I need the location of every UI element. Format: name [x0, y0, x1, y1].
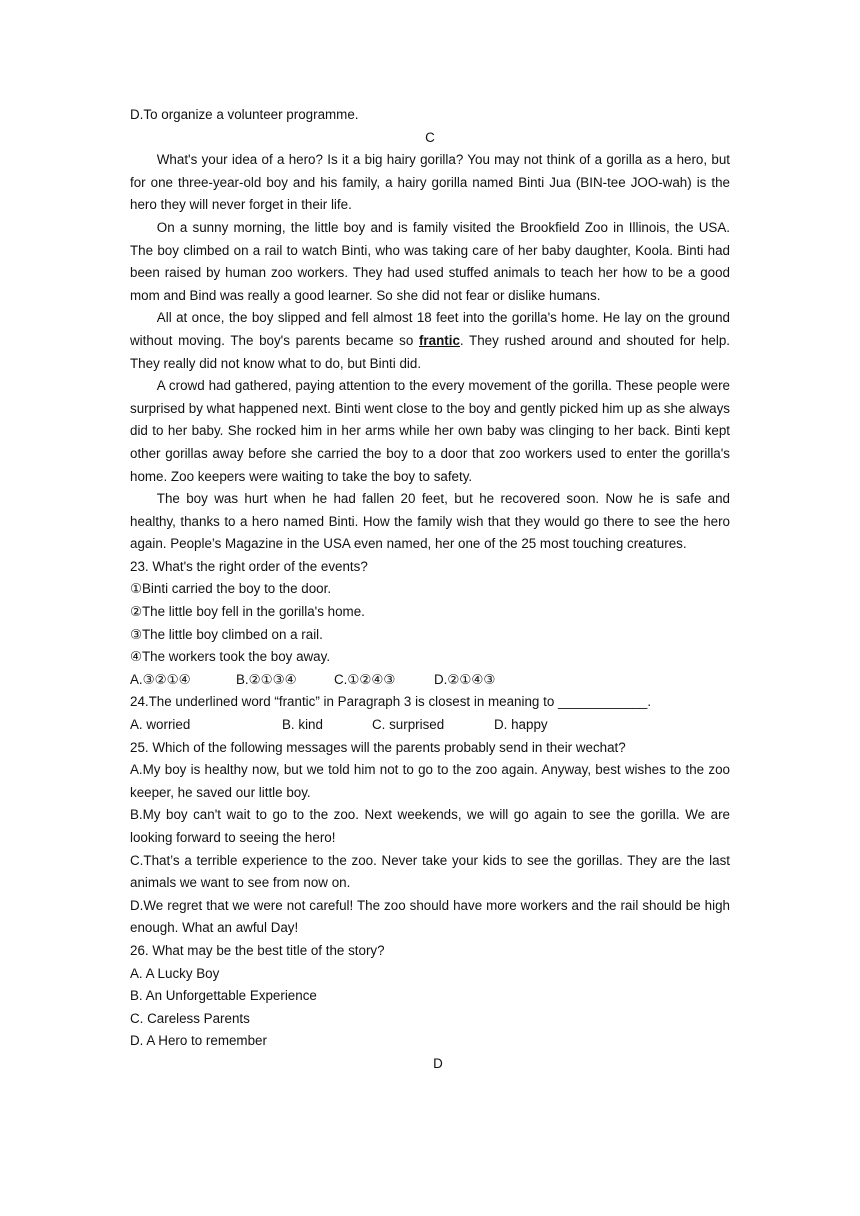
option-a: A.③②①④	[130, 671, 191, 687]
passage-paragraph-3	[130, 307, 730, 375]
option-d: D. happy	[494, 717, 548, 733]
option-b: B.My boy can't wait to go to the zoo. Next weekends, we will go again to see the gorilla. We are looking forward to seeing the hero!	[130, 807, 730, 845]
option-c: C.That’s a terrible experience to the zoo. Never take your kids to see the gorillas. They are the last animals we want to see from now on.	[130, 852, 730, 891]
passage-paragraph-2: On a sunny morning, the little boy and is family visited the Brookfield Zoo in Illinois, the USA. The boy climbed on a rail to watch Binti, who was taking care of her baby daughter, Koola. Binti had been raised by human zoo workers. They had used stuffed animals to teach her how to be a good mom and Bind was really a good learner. So she did not fear or dislike humans.	[130, 219, 730, 303]
option-c: C. surprised	[372, 717, 445, 733]
exam-page	[130, 104, 730, 1076]
question-23-options	[130, 669, 730, 692]
option-c: C. Careless Parents	[130, 1010, 250, 1026]
option-d: D.②①④③	[434, 671, 496, 687]
event-item: ①Binti carried the boy to the door.	[130, 581, 332, 597]
event-item: ②The little boy fell in the gorilla's home.	[130, 604, 365, 620]
previous-question-option-d: D.To organize a volunteer programme.	[130, 107, 359, 122]
passage-paragraph-5: The boy was hurt when he had fallen 20 feet, but he recovered soon. Now he is safe and healthy, thanks to a hero named Binti. How the family wish that they would go there to see the hero again. People’s Magazine in the USA even named, her one of the 25 most touching creatures.	[130, 491, 730, 552]
option-b: B.②①③④	[236, 671, 297, 687]
underlined-word-frantic: frantic	[418, 332, 460, 348]
section-c-heading: C	[425, 129, 435, 145]
option-b: B. An Unforgettable Experience	[130, 988, 317, 1004]
passage-paragraph-4: A crowd had gathered, paying attention to the every movement of the gorilla. These people were surprised by what happened next. Binti went close to the boy and gently picked him up as she always did to her baby. She rocked him in her arms while her own baby was clinging to her back. Binti kept other gorillas away before she carried the boy to a door that zoo workers used to enter the gorilla's home. Zoo keepers were waiting to take the boy to safety.	[130, 378, 730, 484]
question-23	[130, 556, 730, 692]
question-26	[130, 940, 730, 1053]
option-a: A.My boy is healthy now, but we told him not to go to the zoo again. Anyway, best wishes to the zoo keeper, he saved our little boy.	[130, 762, 730, 800]
question-25-stem: 25. Which of the following messages will the parents probably send in their wechat?	[130, 739, 626, 755]
event-item: ④The workers took the boy away.	[130, 649, 331, 665]
event-item: ③The little boy climbed on a rail.	[130, 626, 323, 642]
option-d: D. A Hero to remember	[130, 1033, 267, 1049]
question-24-options	[130, 714, 730, 737]
question-24	[130, 691, 730, 736]
option-a: A. A Lucky Boy	[130, 965, 220, 981]
option-c: C.①②④③	[334, 671, 396, 687]
question-24-stem: 24.The underlined word “frantic” in Paragraph 3 is closest in meaning to ____________.	[130, 694, 652, 710]
option-a: A. worried	[130, 717, 191, 733]
reading-passage	[130, 149, 730, 556]
question-25	[130, 737, 730, 940]
passage-paragraph-1: What's your idea of a hero? Is it a big hairy gorilla? You may not think of a gorilla as a hero, but for one three-year-old boy and his family, a hairy gorilla named Binti Jua (BIN-tee JOO-wah) is the hero they will never forget in their life.	[130, 152, 730, 213]
question-26-stem: 26. What may be the best title of the story?	[130, 942, 385, 958]
option-d: D.We regret that we were not careful! The zoo should have more workers and the rail should be high enough. What an awful Day!	[130, 897, 730, 936]
paragraph-3-text-before: All at once, the boy slipped and fell almost 18 feet into the gorilla's home. He lay on the ground without moving. The boy's parents became so	[130, 310, 730, 348]
question-23-stem: 23. What's the right order of the events?	[130, 558, 368, 574]
paragraph-3-text-after: . They rushed around and shouted for help. They really did not know what to do, but Binti did.	[130, 332, 730, 371]
option-b: B. kind	[282, 717, 323, 733]
section-d-heading: D	[433, 1055, 443, 1071]
